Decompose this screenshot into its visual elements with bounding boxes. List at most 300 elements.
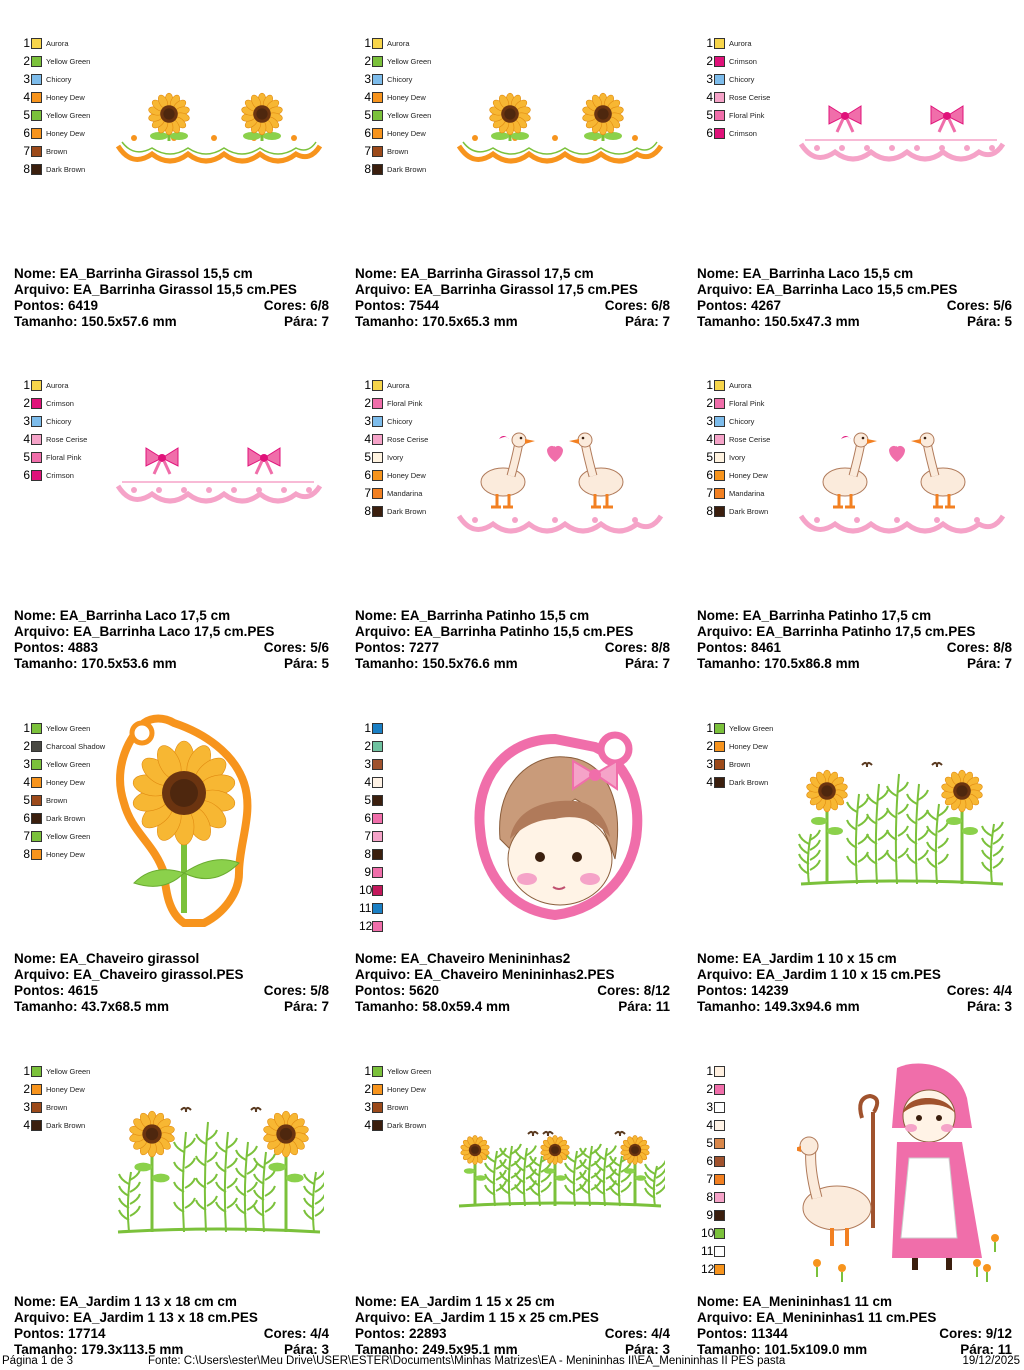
palette-entry xyxy=(18,34,90,52)
palette-number: 8 xyxy=(23,847,30,861)
thread-swatch xyxy=(714,1210,725,1221)
palette-number: 2 xyxy=(706,739,713,753)
design-preview xyxy=(455,420,685,555)
palette-entry xyxy=(701,52,770,70)
design-file: Arquivo: EA_Jardim 1 13 x 18 cm.PES xyxy=(14,1310,258,1325)
palette-number: 7 xyxy=(23,144,30,158)
palette-entry xyxy=(18,809,105,827)
thread-name: Aurora xyxy=(46,38,69,48)
palette-entry xyxy=(359,52,431,70)
palette-number: 2 xyxy=(706,396,713,410)
palette-entry xyxy=(701,106,770,124)
design-size: Tamanho: 170.5x53.6 mm xyxy=(14,656,177,671)
palette-entry xyxy=(359,448,428,466)
thread-name: Mandarina xyxy=(387,488,423,498)
palette-entry xyxy=(359,466,428,484)
palette-entry xyxy=(701,719,773,737)
palette-entry xyxy=(701,1134,725,1152)
stitch-count: Pontos: 8461 xyxy=(697,640,782,655)
palette-number: 3 xyxy=(364,1100,371,1114)
stitch-count: Pontos: 22893 xyxy=(355,1326,447,1341)
thread-name: Honey Dew xyxy=(387,1084,426,1094)
palette-entry xyxy=(701,1080,725,1098)
palette-number: 5 xyxy=(364,793,371,807)
thread-swatch xyxy=(714,74,725,85)
thread-name: Dark Brown xyxy=(46,813,86,823)
thread-name: Brown xyxy=(387,146,409,156)
thread-swatch xyxy=(372,777,383,788)
design-card xyxy=(14,350,344,680)
palette-number: 2 xyxy=(23,54,30,68)
thread-swatch xyxy=(31,1102,42,1113)
thread-name: Ivory xyxy=(729,452,746,462)
design-card xyxy=(697,8,1024,338)
palette-entry xyxy=(359,719,383,737)
stop-count: Pára: 11 xyxy=(618,999,670,1014)
palette-entry xyxy=(359,70,431,88)
palette-entry xyxy=(359,755,383,773)
palette-number: 2 xyxy=(23,396,30,410)
thread-swatch xyxy=(372,452,383,463)
design-name: Nome: EA_Barrinha Girassol 15,5 cm xyxy=(14,266,253,281)
palette-entry xyxy=(701,1116,725,1134)
palette-entry xyxy=(701,1224,725,1242)
design-card xyxy=(697,1036,1024,1366)
thread-swatch xyxy=(714,759,725,770)
palette-number: 10 xyxy=(701,1226,715,1240)
palette-number: 4 xyxy=(364,775,371,789)
palette-number: 8 xyxy=(364,162,371,176)
palette-entry xyxy=(701,1062,725,1080)
palette-entry xyxy=(359,106,431,124)
palette-number: 4 xyxy=(23,90,30,104)
palette-number: 6 xyxy=(23,811,30,825)
palette-entry xyxy=(701,755,773,773)
color-count: Cores: 6/8 xyxy=(604,298,670,313)
color-count: Cores: 4/4 xyxy=(946,983,1012,998)
design-name: Nome: EA_Jardim 1 10 x 15 cm xyxy=(697,951,897,966)
design-info xyxy=(355,608,670,672)
thread-swatch xyxy=(714,1102,725,1113)
thread-swatch xyxy=(372,164,383,175)
thread-palette xyxy=(359,376,428,520)
palette-number: 4 xyxy=(706,90,713,104)
thread-name: Rose Cerise xyxy=(387,434,429,444)
thread-swatch xyxy=(372,759,383,770)
thread-swatch xyxy=(372,434,383,445)
design-name: Nome: EA_Barrinha Laco 15,5 cm xyxy=(697,266,914,281)
palette-entry xyxy=(701,484,770,502)
thread-name: Crimson xyxy=(46,398,74,408)
thread-name: Charcoal Shadow xyxy=(46,741,106,751)
thread-swatch xyxy=(714,1246,725,1257)
design-preview xyxy=(797,420,1024,555)
stop-count: Pára: 11 xyxy=(960,1342,1012,1357)
color-count: Cores: 5/8 xyxy=(263,983,329,998)
palette-number: 1 xyxy=(23,721,30,735)
thread-name: Dark Brown xyxy=(46,1120,86,1130)
thread-name: Honey Dew xyxy=(46,1084,85,1094)
thread-swatch xyxy=(31,831,42,842)
design-preview xyxy=(455,86,685,201)
palette-number: 2 xyxy=(364,739,371,753)
palette-entry xyxy=(701,88,770,106)
embroidery-illustration xyxy=(797,420,1007,550)
thread-swatch xyxy=(714,110,725,121)
palette-number: 2 xyxy=(364,396,371,410)
thread-swatch xyxy=(372,867,383,878)
design-preview xyxy=(114,713,344,933)
thread-swatch xyxy=(372,813,383,824)
design-file: Arquivo: EA_Menininhas1 11 cm.PES xyxy=(697,1310,937,1325)
color-count: Cores: 8/8 xyxy=(946,640,1012,655)
design-file: Arquivo: EA_Barrinha Girassol 15,5 cm.PES xyxy=(14,282,297,297)
thread-name: Dark Brown xyxy=(387,506,427,516)
thread-swatch xyxy=(372,146,383,157)
thread-name: Yellow Green xyxy=(46,56,91,66)
thread-palette xyxy=(359,1062,431,1134)
palette-number: 3 xyxy=(23,72,30,86)
palette-number: 6 xyxy=(706,126,713,140)
stitch-count: Pontos: 7544 xyxy=(355,298,440,313)
thread-swatch xyxy=(372,56,383,67)
print-date: 19/12/2025 xyxy=(962,1355,1020,1367)
thread-palette xyxy=(701,719,773,791)
palette-entry xyxy=(359,791,383,809)
thread-name: Brown xyxy=(46,146,68,156)
palette-number: 1 xyxy=(364,1064,371,1078)
thread-swatch xyxy=(372,506,383,517)
thread-swatch xyxy=(714,92,725,103)
design-preview xyxy=(455,719,685,934)
stitch-count: Pontos: 5620 xyxy=(355,983,440,998)
palette-entry xyxy=(359,899,383,917)
thread-swatch xyxy=(31,1084,42,1095)
stop-count: Pára: 7 xyxy=(624,656,670,671)
thread-swatch xyxy=(714,380,725,391)
palette-number: 1 xyxy=(23,1064,30,1078)
design-size: Tamanho: 101.5x109.0 mm xyxy=(697,1342,868,1357)
thread-swatch xyxy=(714,470,725,481)
palette-number: 3 xyxy=(706,757,713,771)
embroidery-illustration xyxy=(114,1096,324,1241)
design-file: Arquivo: EA_Barrinha Patinho 17,5 cm.PES xyxy=(697,624,976,639)
thread-swatch xyxy=(714,741,725,752)
palette-entry xyxy=(18,773,105,791)
thread-name: Crimson xyxy=(46,470,74,480)
thread-swatch xyxy=(372,921,383,932)
embroidery-illustration xyxy=(114,713,254,928)
thread-swatch xyxy=(31,146,42,157)
embroidery-illustration xyxy=(455,1124,665,1214)
palette-entry xyxy=(701,412,770,430)
palette-number: 5 xyxy=(364,450,371,464)
design-info xyxy=(14,266,329,330)
design-info xyxy=(697,608,1012,672)
palette-entry xyxy=(18,755,105,773)
palette-entry xyxy=(359,917,383,935)
embroidery-illustration xyxy=(455,719,665,929)
palette-number: 3 xyxy=(23,414,30,428)
thread-palette xyxy=(701,1062,725,1278)
palette-entry xyxy=(359,1062,431,1080)
thread-swatch xyxy=(714,506,725,517)
palette-number: 6 xyxy=(23,126,30,140)
palette-number: 6 xyxy=(364,126,371,140)
palette-entry xyxy=(359,863,383,881)
palette-entry xyxy=(18,394,87,412)
thread-name: Yellow Green xyxy=(46,1066,91,1076)
palette-entry xyxy=(18,1098,90,1116)
stitch-count: Pontos: 17714 xyxy=(14,1326,106,1341)
design-info xyxy=(355,266,670,330)
palette-number: 4 xyxy=(364,432,371,446)
palette-entry xyxy=(701,1188,725,1206)
thread-swatch xyxy=(372,885,383,896)
palette-entry xyxy=(359,809,383,827)
thread-name: Aurora xyxy=(46,380,69,390)
palette-number: 3 xyxy=(706,72,713,86)
palette-number: 5 xyxy=(706,450,713,464)
design-name: Nome: EA_Chaveiro girassol xyxy=(14,951,200,966)
palette-entry xyxy=(359,394,428,412)
stop-count: Pára: 7 xyxy=(624,314,670,329)
palette-entry xyxy=(359,737,383,755)
palette-number: 2 xyxy=(23,1082,30,1096)
thread-swatch xyxy=(372,903,383,914)
palette-entry xyxy=(359,34,431,52)
thread-name: Floral Pink xyxy=(729,398,765,408)
thread-name: Yellow Green xyxy=(729,723,774,733)
palette-entry xyxy=(701,448,770,466)
stitch-count: Pontos: 11344 xyxy=(697,1326,788,1341)
thread-swatch xyxy=(372,741,383,752)
thread-palette xyxy=(18,719,105,863)
palette-entry xyxy=(18,70,90,88)
thread-swatch xyxy=(372,380,383,391)
thread-swatch xyxy=(31,164,42,175)
thread-swatch xyxy=(372,849,383,860)
palette-number: 6 xyxy=(364,811,371,825)
color-count: Cores: 5/6 xyxy=(263,640,329,655)
thread-swatch xyxy=(714,416,725,427)
thread-name: Aurora xyxy=(387,380,410,390)
design-name: Nome: EA_Barrinha Patinho 15,5 cm xyxy=(355,608,590,623)
thread-name: Dark Brown xyxy=(46,164,86,174)
palette-entry xyxy=(18,412,87,430)
palette-number: 4 xyxy=(23,432,30,446)
palette-number: 1 xyxy=(706,721,713,735)
design-size: Tamanho: 43.7x68.5 mm xyxy=(14,999,170,1014)
thread-palette xyxy=(18,34,90,178)
thread-swatch xyxy=(31,470,42,481)
palette-number: 4 xyxy=(23,775,30,789)
color-count: Cores: 4/4 xyxy=(604,1326,670,1341)
thread-swatch xyxy=(31,398,42,409)
design-file: Arquivo: EA_Jardim 1 15 x 25 cm.PES xyxy=(355,1310,599,1325)
thread-name: Ivory xyxy=(387,452,404,462)
embroidery-illustration xyxy=(114,428,324,538)
thread-swatch xyxy=(31,434,42,445)
thread-name: Rose Cerise xyxy=(729,434,771,444)
thread-name: Dark Brown xyxy=(729,506,769,516)
embroidery-illustration xyxy=(797,753,1007,893)
stop-count: Pára: 5 xyxy=(966,314,1012,329)
palette-entry xyxy=(18,791,105,809)
palette-entry xyxy=(18,376,87,394)
thread-swatch xyxy=(31,74,42,85)
palette-entry xyxy=(701,737,773,755)
palette-entry xyxy=(18,142,90,160)
palette-number: 1 xyxy=(706,1064,713,1078)
thread-swatch xyxy=(372,831,383,842)
thread-palette xyxy=(701,376,770,520)
thread-name: Brown xyxy=(729,759,751,769)
palette-entry xyxy=(359,124,431,142)
thread-palette xyxy=(18,376,87,484)
stitch-count: Pontos: 14239 xyxy=(697,983,789,998)
stop-count: Pára: 3 xyxy=(966,999,1012,1014)
design-name: Nome: EA_Barrinha Girassol 17,5 cm xyxy=(355,266,594,281)
palette-number: 7 xyxy=(364,829,371,843)
color-count: Cores: 4/4 xyxy=(263,1326,329,1341)
design-size: Tamanho: 150.5x47.3 mm xyxy=(697,314,860,329)
palette-entry xyxy=(701,1170,725,1188)
thread-swatch xyxy=(31,128,42,139)
design-file: Arquivo: EA_Barrinha Laco 15,5 cm.PES xyxy=(697,282,958,297)
palette-number: 5 xyxy=(23,450,30,464)
thread-swatch xyxy=(372,1120,383,1131)
thread-name: Yellow Green xyxy=(387,1066,432,1076)
thread-name: Chicory xyxy=(387,416,413,426)
stop-count: Pára: 5 xyxy=(283,656,329,671)
source-path: Fonte: C:\Users\ester\Meu Drive\USER\ESTER\Documents\Minhas Matrizes\EA - Menininhas II\EA_Menininhas II PES pasta xyxy=(148,1355,786,1367)
palette-number: 6 xyxy=(706,1154,713,1168)
palette-entry xyxy=(701,1206,725,1224)
palette-number: 5 xyxy=(364,108,371,122)
palette-number: 3 xyxy=(364,757,371,771)
thread-swatch xyxy=(714,1084,725,1095)
embroidery-illustration xyxy=(114,86,324,196)
color-count: Cores: 5/6 xyxy=(946,298,1012,313)
palette-number: 1 xyxy=(364,36,371,50)
thread-name: Chicory xyxy=(387,74,413,84)
palette-number: 1 xyxy=(706,36,713,50)
palette-entry xyxy=(359,1116,431,1134)
palette-entry xyxy=(18,88,90,106)
palette-entry xyxy=(359,430,428,448)
design-name: Nome: EA_Barrinha Laco 17,5 cm xyxy=(14,608,231,623)
palette-number: 5 xyxy=(706,108,713,122)
palette-number: 8 xyxy=(23,162,30,176)
palette-number: 2 xyxy=(364,54,371,68)
palette-number: 8 xyxy=(706,1190,713,1204)
palette-entry xyxy=(701,394,770,412)
thread-swatch xyxy=(714,452,725,463)
palette-number: 3 xyxy=(23,1100,30,1114)
palette-entry xyxy=(359,827,383,845)
thread-palette xyxy=(359,719,383,935)
thread-swatch xyxy=(31,1120,42,1131)
palette-entry xyxy=(359,773,383,791)
thread-name: Honey Dew xyxy=(46,92,85,102)
thread-name: Rose Cerise xyxy=(729,92,771,102)
thread-name: Yellow Green xyxy=(46,110,91,120)
palette-entry xyxy=(18,52,90,70)
design-size: Tamanho: 170.5x65.3 mm xyxy=(355,314,518,329)
thread-name: Chicory xyxy=(46,74,72,84)
palette-number: 7 xyxy=(364,486,371,500)
palette-number: 4 xyxy=(706,1118,713,1132)
embroidery-illustration xyxy=(455,420,665,550)
palette-number: 2 xyxy=(364,1082,371,1096)
thread-swatch xyxy=(31,38,42,49)
design-size: Tamanho: 58.0x59.4 mm xyxy=(355,999,511,1014)
palette-entry xyxy=(18,448,87,466)
thread-palette xyxy=(359,34,431,178)
palette-entry xyxy=(359,1098,431,1116)
palette-number: 3 xyxy=(364,72,371,86)
thread-swatch xyxy=(31,759,42,770)
color-count: Cores: 9/12 xyxy=(939,1326,1012,1341)
palette-number: 7 xyxy=(706,486,713,500)
thread-swatch xyxy=(31,110,42,121)
palette-number: 8 xyxy=(706,504,713,518)
design-name: Nome: EA_Jardim 1 13 x 18 cm cm xyxy=(14,1294,237,1309)
palette-entry xyxy=(701,376,770,394)
thread-swatch xyxy=(714,128,725,139)
thread-swatch xyxy=(714,56,725,67)
thread-name: Floral Pink xyxy=(46,452,82,462)
color-count: Cores: 6/8 xyxy=(263,298,329,313)
design-file: Arquivo: EA_Chaveiro girassol.PES xyxy=(14,967,244,982)
palette-entry xyxy=(359,1080,431,1098)
thread-swatch xyxy=(714,1156,725,1167)
thread-swatch xyxy=(31,813,42,824)
design-preview xyxy=(797,86,1024,201)
thread-swatch xyxy=(372,1066,383,1077)
design-card xyxy=(14,8,344,338)
stop-count: Pára: 3 xyxy=(624,1342,670,1357)
palette-entry xyxy=(18,106,90,124)
palette-entry xyxy=(359,502,428,520)
thread-name: Mandarina xyxy=(729,488,765,498)
thread-swatch xyxy=(31,795,42,806)
palette-number: 3 xyxy=(706,1100,713,1114)
design-info xyxy=(14,951,329,1015)
palette-entry xyxy=(18,466,87,484)
design-card xyxy=(14,693,344,1023)
thread-swatch xyxy=(714,1228,725,1239)
design-file: Arquivo: EA_Barrinha Laco 17,5 cm.PES xyxy=(14,624,275,639)
thread-name: Crimson xyxy=(729,56,757,66)
design-name: Nome: EA_Menininhas1 11 cm xyxy=(697,1294,893,1309)
thread-name: Honey Dew xyxy=(46,849,85,859)
thread-name: Honey Dew xyxy=(387,470,426,480)
thread-name: Brown xyxy=(46,795,68,805)
palette-entry xyxy=(701,70,770,88)
design-size: Tamanho: 179.3x113.5 mm xyxy=(14,1342,184,1357)
thread-name: Aurora xyxy=(729,380,752,390)
thread-swatch xyxy=(372,488,383,499)
embroidery-illustration xyxy=(455,86,665,196)
thread-name: Chicory xyxy=(729,74,755,84)
thread-name: Honey Dew xyxy=(387,128,426,138)
design-card xyxy=(355,1036,685,1366)
palette-number: 7 xyxy=(364,144,371,158)
palette-entry xyxy=(701,773,773,791)
thread-swatch xyxy=(714,434,725,445)
